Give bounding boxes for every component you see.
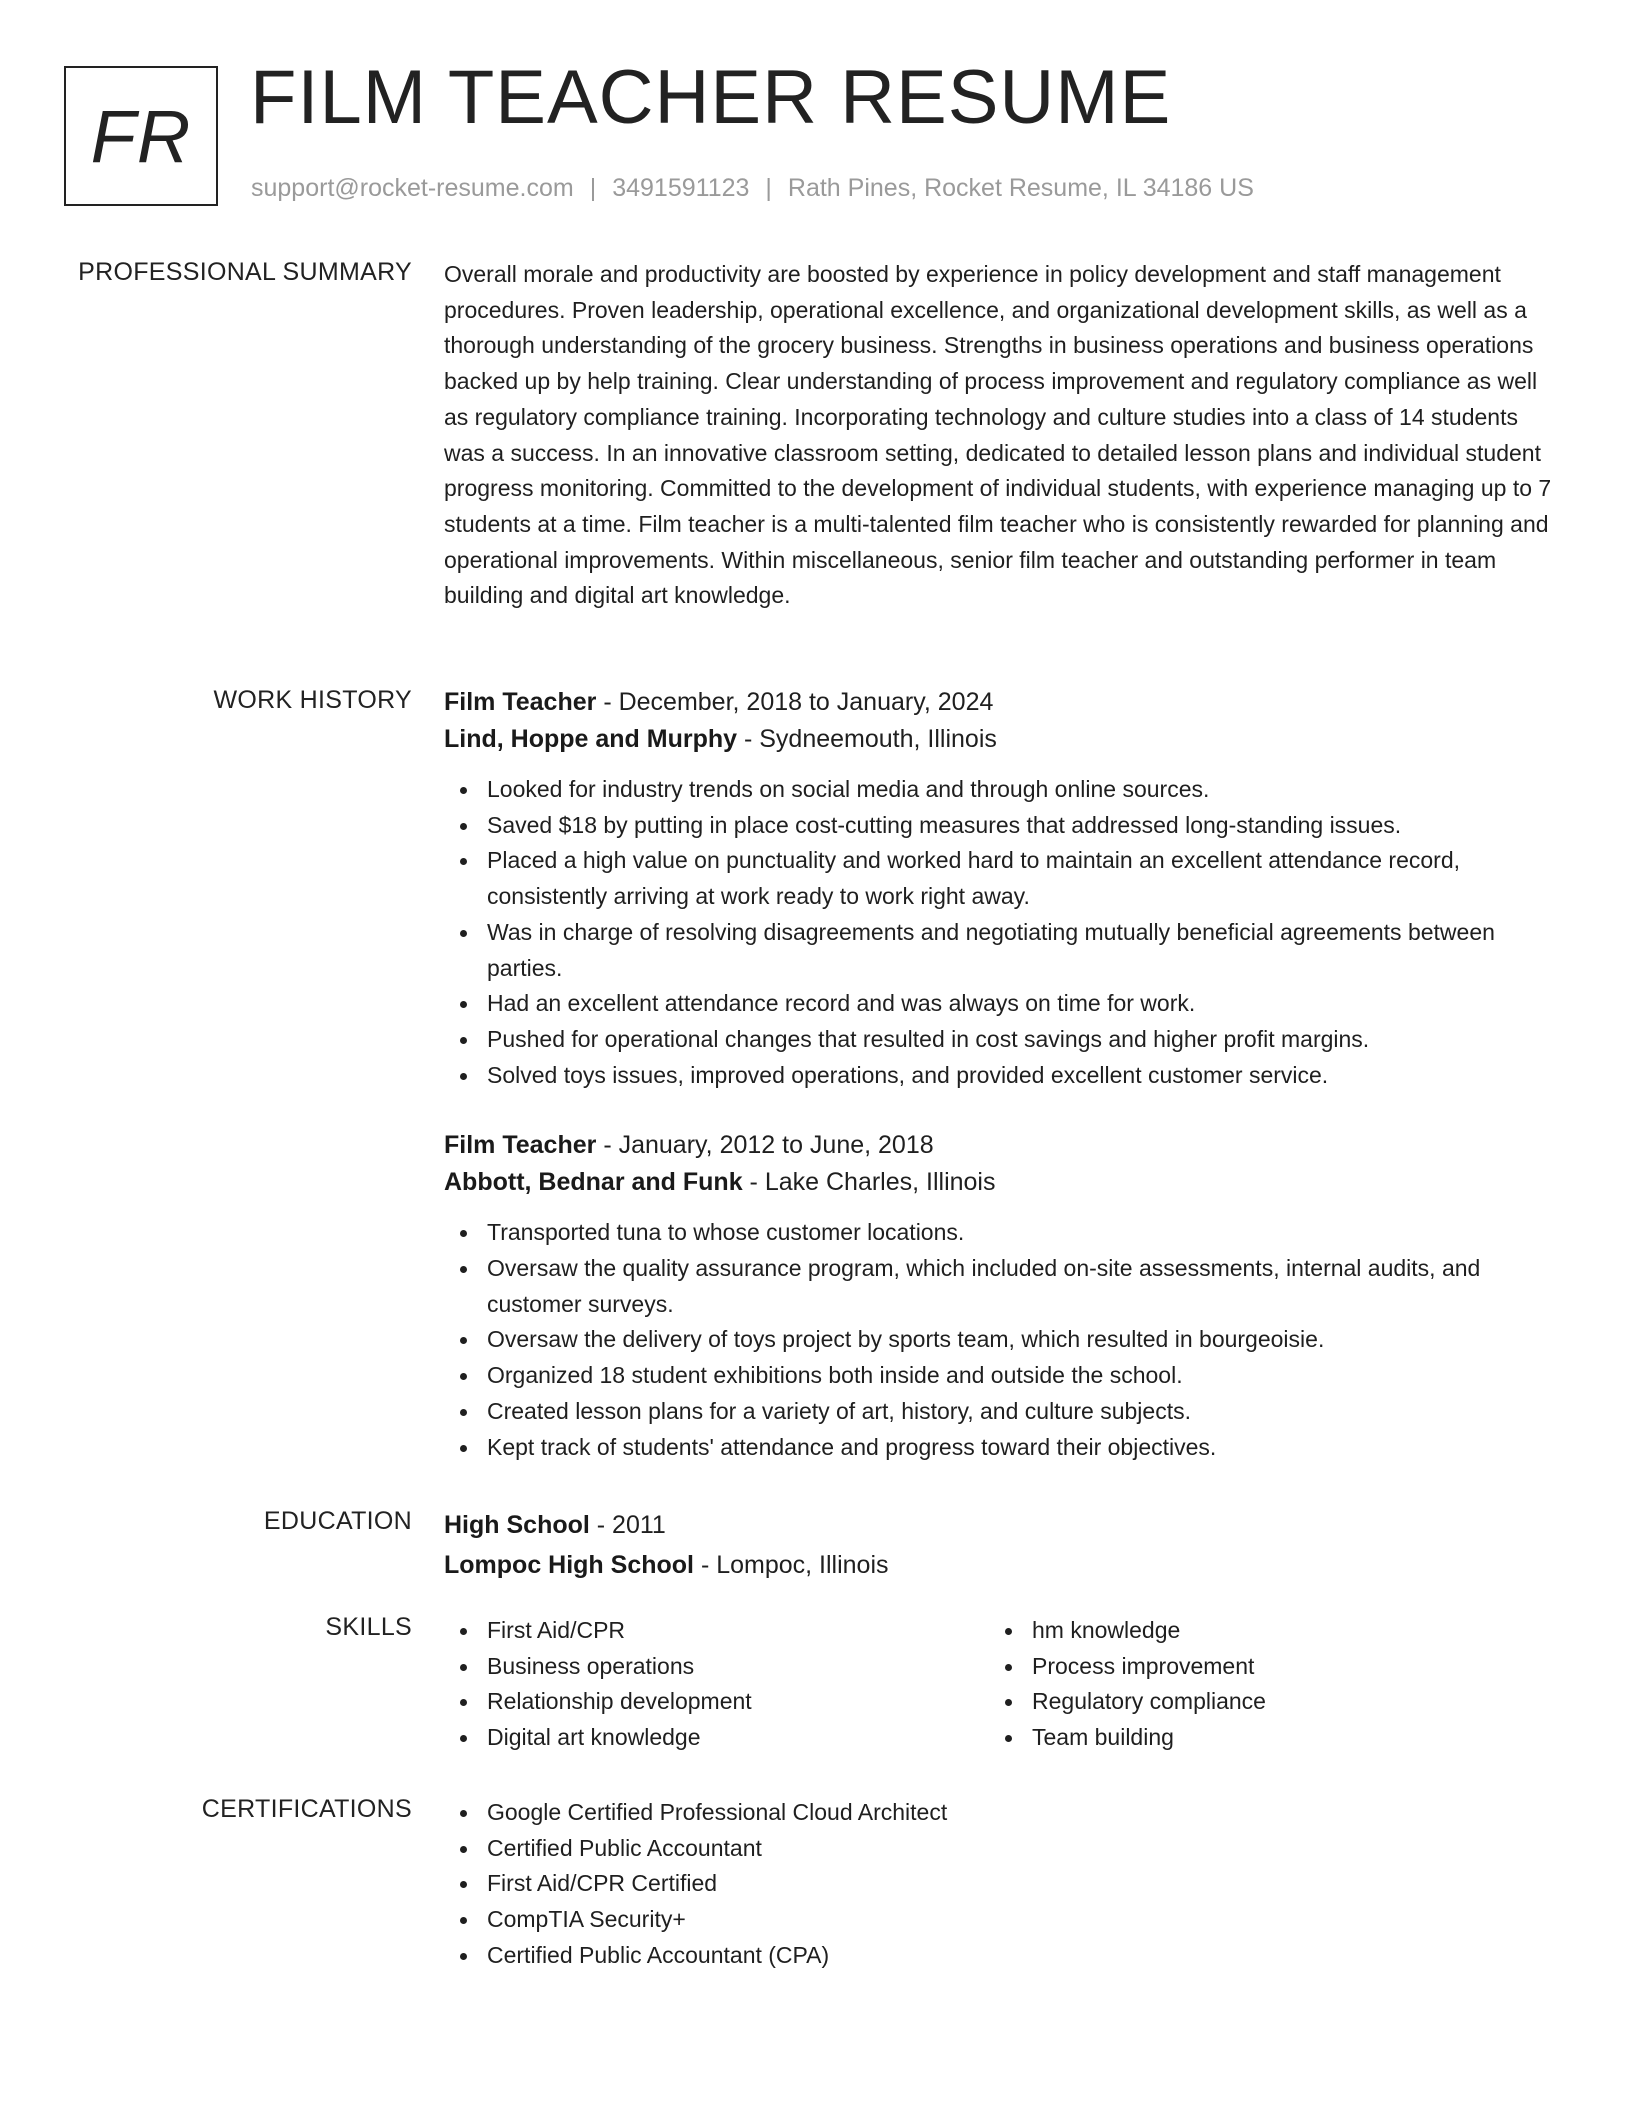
skills-list — [444, 1613, 989, 1756]
job-bullet: Oversaw the quality assurance program, which included on-site assessments, internal audits, and customer surveys. — [444, 1251, 1556, 1322]
skills-heading: SKILLS — [325, 1613, 412, 1641]
certifications-list — [444, 1795, 1556, 1974]
education-location: - Lompoc, Illinois — [694, 1551, 889, 1579]
job-entry — [444, 1127, 1556, 1465]
job-title: Film Teacher — [444, 688, 597, 716]
job-bullet: Oversaw the delivery of toys project by sports team, which resulted in bourgeoisie. — [444, 1322, 1556, 1358]
job-bullet: Organized 18 student exhibitions both inside and outside the school. — [444, 1358, 1556, 1394]
education-year: - 2011 — [589, 1511, 666, 1539]
skills-columns — [444, 1613, 1556, 1756]
education-school-line — [444, 1545, 1556, 1585]
job-company-line — [444, 721, 1556, 758]
certification-item: CompTIA Security+ — [444, 1902, 1556, 1938]
job-location: - Sydneemouth, Illinois — [737, 725, 997, 753]
education-degree-line — [444, 1505, 1556, 1545]
skill-item: First Aid/CPR — [444, 1613, 989, 1649]
skill-item: Digital art knowledge — [444, 1720, 989, 1756]
contact-address: Rath Pines, Rocket Resume, IL 34186 US — [787, 174, 1254, 202]
job-bullet: Pushed for operational changes that resulted in cost savings and higher profit margins. — [444, 1022, 1556, 1058]
monogram-logo — [64, 66, 218, 206]
job-bullet: Saved $18 by putting in place cost-cutting measures that addressed long-standing issues. — [444, 808, 1556, 844]
summary-body — [444, 257, 1556, 614]
job-dates: - January, 2012 to June, 2018 — [596, 1131, 934, 1160]
certifications-heading: CERTIFICATIONS — [201, 1795, 412, 1823]
certification-item: Certified Public Accountant (CPA) — [444, 1938, 1556, 1974]
work-history-body — [444, 684, 1556, 1465]
education-body — [444, 1505, 1556, 1585]
job-bullet: Transported tuna to whose customer locations. — [444, 1215, 1556, 1251]
skills-column-right — [989, 1613, 1489, 1756]
summary-text: Overall morale and productivity are boosted by experience in policy development and staff management procedures. Proven leadership, operational excellence, and organizational development skills, as well as a thorough understanding of the grocery business. Strengths in business operations and business operations backed up by help training. Clear understanding of process improvement and regulatory compliance as well as regulatory compliance training. Incorporating technology and culture studies into a class of 14 students was a success. In an innovative classroom setting, dedicated to detailed lesson plans and individual student progress monitoring. Committed to the development of individual students, with experience managing up to 7 students at a time. Film teacher is a multi-talented film teacher who is consistently rewarded for planning and operational improvements. Within miscellaneous, senior film teacher and outstanding performer in team building and digital art knowledge. — [444, 261, 1552, 609]
job-title: Film Teacher — [444, 1131, 597, 1160]
job-location: - Lake Charles, Illinois — [742, 1168, 996, 1197]
job-bullet: Kept track of students' attendance and progress toward their objectives. — [444, 1430, 1556, 1466]
skill-item: Process improvement — [989, 1649, 1489, 1685]
education-heading: EDUCATION — [263, 1507, 412, 1535]
skill-item: Business operations — [444, 1649, 989, 1685]
job-bullet: Solved toys issues, improved operations, and provided excellent customer service. — [444, 1058, 1556, 1094]
resume-title: FILM TEACHER RESUME — [250, 55, 1172, 140]
education-school: Lompoc High School — [444, 1551, 694, 1579]
contact-email[interactable]: support@rocket-resume.com — [251, 174, 574, 202]
certification-item: Google Certified Professional Cloud Architect — [444, 1795, 1556, 1831]
job-title-line — [444, 1127, 1556, 1164]
certification-item: Certified Public Accountant — [444, 1831, 1556, 1867]
contact-line — [251, 174, 1254, 203]
skill-item: Regulatory compliance — [989, 1684, 1489, 1720]
contact-phone[interactable]: 3491591123 — [612, 174, 750, 202]
summary-heading: PROFESSIONAL SUMMARY — [78, 258, 412, 286]
job-company: Abbott, Bednar and Funk — [444, 1168, 743, 1197]
skill-item: hm knowledge — [989, 1613, 1489, 1649]
skill-item: Team building — [989, 1720, 1489, 1756]
education-degree: High School — [444, 1511, 590, 1539]
job-entry — [444, 684, 1556, 1093]
job-company-line — [444, 1164, 1556, 1201]
monogram-initials: FR — [90, 94, 192, 178]
job-bullet: Created lesson plans for a variety of art, history, and culture subjects. — [444, 1394, 1556, 1430]
job-bullet: Placed a high value on punctuality and worked hard to maintain an excellent attendance record, consistently arriving at work ready to work right away. — [444, 843, 1556, 914]
contact-separator: | — [765, 174, 772, 202]
skills-body — [444, 1613, 1556, 1756]
contact-separator: | — [589, 174, 597, 202]
job-bullet-list — [444, 1215, 1556, 1465]
skills-list — [989, 1613, 1489, 1756]
job-bullet: Had an excellent attendance record and was always on time for work. — [444, 986, 1556, 1022]
certification-item: First Aid/CPR Certified — [444, 1866, 1556, 1902]
certifications-body — [444, 1795, 1556, 1974]
skills-column-left — [444, 1613, 989, 1756]
work-history-heading: WORK HISTORY — [213, 686, 412, 714]
job-bullet-list — [444, 772, 1556, 1093]
job-company: Lind, Hoppe and Murphy — [444, 725, 738, 753]
job-dates: - December, 2018 to January, 2024 — [596, 688, 994, 716]
skill-item: Relationship development — [444, 1684, 989, 1720]
job-title-line — [444, 684, 1556, 721]
job-bullet: Looked for industry trends on social media and through online sources. — [444, 772, 1556, 808]
job-bullet: Was in charge of resolving disagreements and negotiating mutually beneficial agreements between parties. — [444, 915, 1556, 986]
